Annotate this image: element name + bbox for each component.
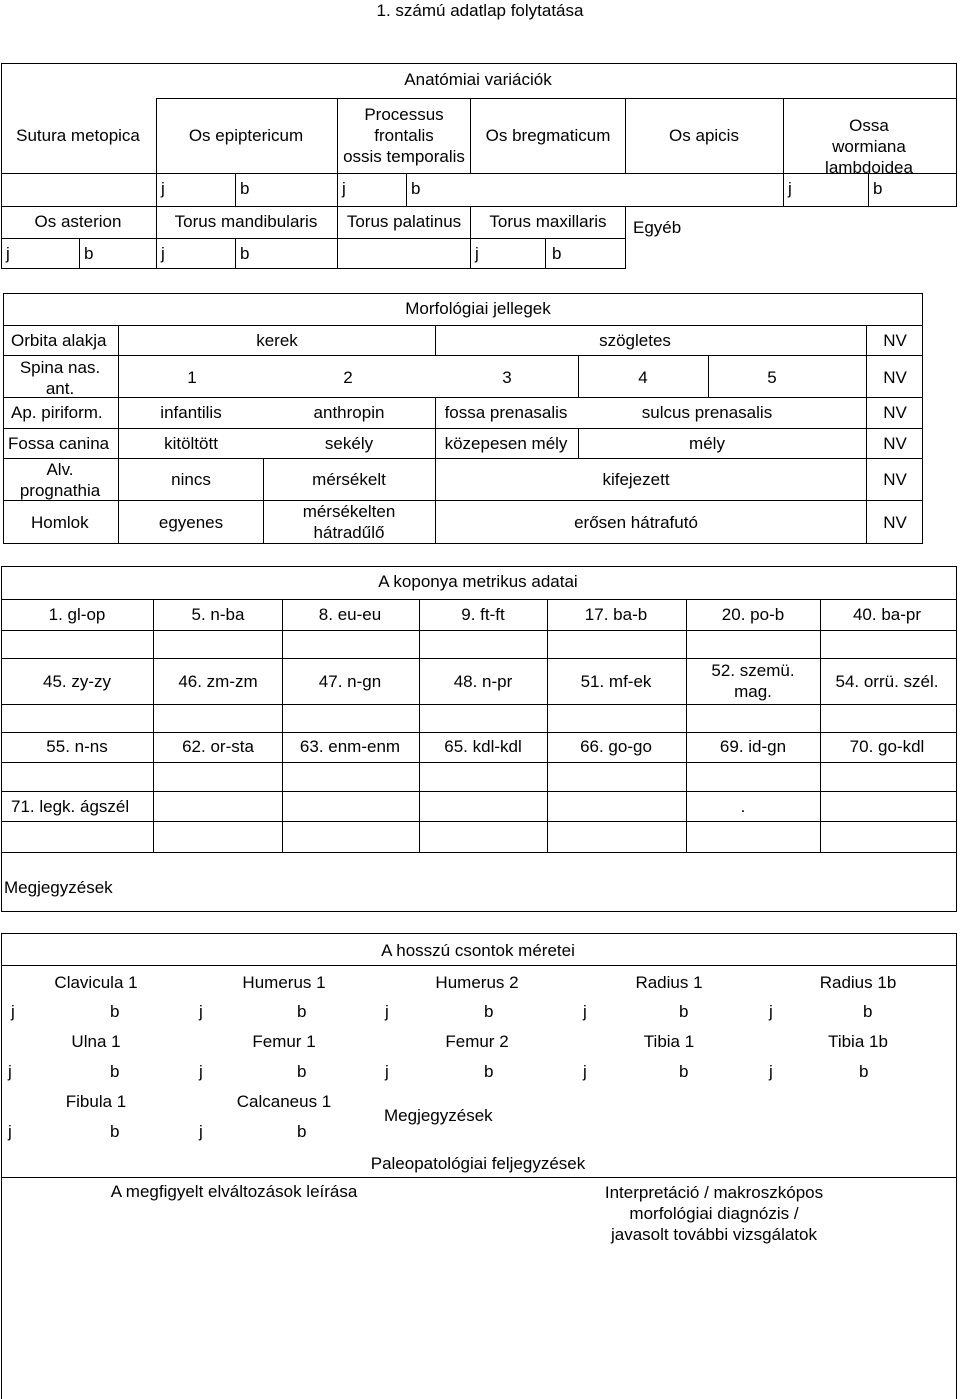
bone-label: Femur 2 xyxy=(445,1032,509,1051)
metric-cell: 1. gl-op xyxy=(48,605,106,624)
homlok-label: Homlok xyxy=(31,513,89,532)
metric-cell: 40. ba-pr xyxy=(852,605,922,624)
jb-cell: j xyxy=(769,1062,773,1081)
jb-cell: j xyxy=(342,179,346,198)
ap-fossa-prenasalis: fossa prenasalis xyxy=(444,403,568,422)
homlok-erosen: erősen hátrafutó xyxy=(574,513,698,532)
bone-label: Calcaneus 1 xyxy=(236,1092,332,1111)
page-title: 1. számú adatlap folytatása xyxy=(376,1,584,20)
jb-cell: j xyxy=(475,244,479,263)
jb-cell: j xyxy=(769,1002,773,1021)
paleo-right-header: Interpretáció / makroszkópos morfológiai diagnózis / javasolt további vizsgálatok xyxy=(604,1183,824,1244)
bone-label: Tibia 1 xyxy=(643,1032,695,1051)
bones-notes-label: Megjegyzések xyxy=(384,1106,493,1125)
jb-cell: b xyxy=(110,1062,120,1081)
metric-cell: 55. n-ns xyxy=(46,737,108,756)
jb-cell: j xyxy=(199,1062,203,1081)
fossa-kozepesen-mely: közepesen mély xyxy=(444,434,568,453)
col-torus-palatinus: Torus palatinus xyxy=(346,212,462,231)
jb-cell: b xyxy=(110,1002,120,1021)
col-egyeb: Egyéb xyxy=(633,218,682,237)
col-os-epiptericum: Os epiptericum xyxy=(188,126,304,145)
jb-cell: b xyxy=(863,1002,873,1021)
jb-cell: j xyxy=(788,179,792,198)
metric-cell: 71. legk. ágszél xyxy=(11,797,130,816)
jb-cell: b xyxy=(84,244,94,263)
bone-label: Clavicula 1 xyxy=(54,973,138,992)
metric-dot: . xyxy=(740,797,746,816)
metric-cell: 47. n-gn xyxy=(318,672,382,691)
ap-label: Ap. piriform. xyxy=(11,403,103,422)
metric-cell: 45. zy-zy xyxy=(42,672,112,691)
jb-cell: j xyxy=(199,1002,203,1021)
bones-title: A hosszú csontok méretei xyxy=(381,941,575,960)
jb-cell: b xyxy=(679,1002,689,1021)
spina-1: 1 xyxy=(187,368,197,387)
ap-infantilis: infantilis xyxy=(160,403,222,422)
col-os-asterion: Os asterion xyxy=(34,212,122,231)
jb-cell: b xyxy=(484,1062,494,1081)
jb-cell: b xyxy=(484,1002,494,1021)
metric-cell: 51. mf-ek xyxy=(580,672,652,691)
metric-cell: 65. kdl-kdl xyxy=(444,737,522,756)
jb-cell: j xyxy=(199,1122,203,1141)
bone-label: Fibula 1 xyxy=(65,1092,127,1111)
bone-label: Tibia 1b xyxy=(828,1032,888,1051)
jb-cell: j xyxy=(583,1002,587,1021)
nv-cell: NV xyxy=(883,470,907,489)
bone-label: Radius 1b xyxy=(819,973,897,992)
jb-cell: b xyxy=(411,179,421,198)
jb-cell: j xyxy=(6,244,10,263)
col-ossa-wormiana: Ossa wormiana lambdoidea xyxy=(825,116,913,177)
metric-cell: 8. eu-eu xyxy=(318,605,382,624)
jb-cell: j xyxy=(8,1062,12,1081)
bone-label: Femur 1 xyxy=(252,1032,316,1051)
orbita-label: Orbita alakja xyxy=(11,331,107,350)
homlok-egyenes: egyenes xyxy=(158,513,224,532)
nv-cell: NV xyxy=(883,368,907,387)
fossa-sekely: sekély xyxy=(324,434,374,453)
col-processus-frontalis: Processus frontalis ossis temporalis xyxy=(343,105,465,166)
ap-anthropin: anthropin xyxy=(313,403,385,422)
jb-cell: b xyxy=(297,1122,307,1141)
bone-label: Ulna 1 xyxy=(71,1032,121,1051)
jb-cell: b xyxy=(110,1122,120,1141)
homlok-merseklten: mérsékelten hátradűlő xyxy=(302,502,396,542)
orbita-kerek: kerek xyxy=(256,331,298,350)
fossa-mely: mély xyxy=(689,434,725,453)
metric-cell: 70. go-kdl xyxy=(849,737,925,756)
metric-cell: 63. enm-enm xyxy=(299,737,401,756)
col-os-apicis: Os apicis xyxy=(669,126,739,145)
metric-cell: 46. zm-zm xyxy=(178,672,258,691)
orbita-szogletes: szögletes xyxy=(599,331,671,350)
jb-cell: j xyxy=(161,244,165,263)
morphology-title: Morfológiai jellegek xyxy=(405,299,551,318)
col-torus-mandibularis: Torus mandibularis xyxy=(174,212,318,231)
nv-cell: NV xyxy=(883,513,907,532)
spina-4: 4 xyxy=(638,368,648,387)
jb-cell: b xyxy=(240,179,250,198)
metric-cell: 5. n-ba xyxy=(191,605,245,624)
alv-merseklt: mérsékelt xyxy=(312,470,386,489)
notes-label: Megjegyzések xyxy=(4,878,113,897)
metric-cell: 54. orrü. szél. xyxy=(835,672,939,691)
anatomical-title: Anatómiai variációk xyxy=(404,70,552,89)
metric-cell: 20. po-b xyxy=(721,605,785,624)
jb-cell: j xyxy=(8,1122,12,1141)
spina-3: 3 xyxy=(502,368,512,387)
metric-cell: 52. szemü. mag. xyxy=(711,661,795,701)
jb-cell: b xyxy=(240,244,250,263)
alv-label: Alv. prognathia xyxy=(19,460,101,500)
metric-cell: 48. n-pr xyxy=(453,672,513,691)
paleo-title: Paleopatológiai feljegyzések xyxy=(370,1154,586,1173)
jb-cell: j xyxy=(385,1062,389,1081)
metric-cell: 69. id-gn xyxy=(719,737,787,756)
jb-cell: b xyxy=(859,1062,869,1081)
metric-cell: 17. ba-b xyxy=(584,605,648,624)
jb-cell: j xyxy=(11,1002,15,1021)
jb-cell: j xyxy=(385,1002,389,1021)
spina-2: 2 xyxy=(343,368,353,387)
col-os-bregmaticum: Os bregmaticum xyxy=(485,126,611,145)
alv-nincs: nincs xyxy=(171,470,211,489)
bone-label: Humerus 2 xyxy=(435,973,519,992)
col-sutura-metopica: Sutura metopica xyxy=(16,126,140,145)
metric-cell: 9. ft-ft xyxy=(461,605,505,624)
metric-cell: 62. or-sta xyxy=(182,737,254,756)
jb-cell: b xyxy=(679,1062,689,1081)
nv-cell: NV xyxy=(883,403,907,422)
nv-cell: NV xyxy=(883,434,907,453)
alv-kifejezett: kifejezett xyxy=(602,470,670,489)
jb-cell: b xyxy=(297,1002,307,1021)
jb-cell: j xyxy=(161,179,165,198)
col-torus-maxillaris: Torus maxillaris xyxy=(489,212,607,231)
fossa-label: Fossa canina xyxy=(8,434,110,453)
jb-cell: b xyxy=(297,1062,307,1081)
bone-label: Radius 1 xyxy=(635,973,703,992)
jb-cell: b xyxy=(873,179,883,198)
spina-label: Spina nas. ant. xyxy=(19,358,101,398)
ap-sulcus-prenasalis: sulcus prenasalis xyxy=(641,403,773,422)
paleo-left-header: A megfigyelt elváltozások leírása xyxy=(110,1182,358,1201)
metric-cell: 66. go-go xyxy=(580,737,652,756)
jb-cell: b xyxy=(552,244,562,263)
nv-cell: NV xyxy=(883,331,907,350)
fossa-kitoltott: kitöltött xyxy=(164,434,218,453)
bone-label: Humerus 1 xyxy=(242,973,326,992)
metric-title: A koponya metrikus adatai xyxy=(378,572,578,591)
spina-5: 5 xyxy=(767,368,777,387)
jb-cell: j xyxy=(583,1062,587,1081)
